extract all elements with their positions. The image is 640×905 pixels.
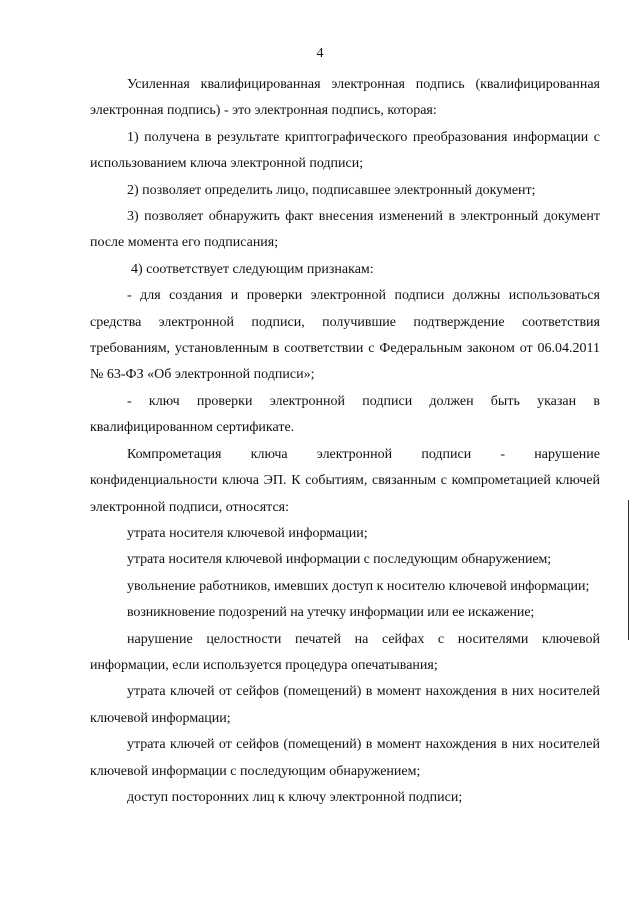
list-item-criterion-3: 3) позволяет обнаружить факт внесения изменений в электронный документ после момента его подписания; xyxy=(90,209,600,251)
list-item-criterion-4: 4) соответствует следующим признакам: xyxy=(131,261,374,277)
list-item-compromise-unauthorized-access: доступ посторонних лиц к ключу электронной подписи; xyxy=(127,789,463,805)
list-item-compromise-loss-of-media: утрата носителя ключевой информации; xyxy=(127,525,368,541)
list-item-criterion-2: 2) позволяет определить лицо, подписавшее электронный документ; xyxy=(127,182,536,198)
list-item-compromise-safe-keys-lost: утрата ключей от сейфов (помещений) в момент нахождения в них носителей ключевой информации; xyxy=(90,684,600,726)
document-body xyxy=(90,72,600,811)
list-item-compromise-suspected-leak: возникновение подозрений на утечку информации или ее искажение; xyxy=(127,605,535,621)
list-item-signature-tools-requirement: - для создания и проверки электронной подписи должны использоваться средства электронной подписи, получившие подтверждение соответствия требованиям, установленным в соответствии с Федеральным законом от 06.04.2011 № 63-ФЗ «Об электронной подписи»; xyxy=(90,288,600,383)
list-item-compromise-loss-then-found: утрата носителя ключевой информации с последующим обнаружением; xyxy=(127,552,552,568)
paragraph-key-compromise-definition: Компрометация ключа электронной подписи - нарушение конфиденциальности ключа ЭП. К событиям, связанным с компрометацией ключей электронной подписи, относятся: xyxy=(90,446,600,515)
list-item-compromise-safe-keys-lost-then-found: утрата ключей от сейфов (помещений) в момент нахождения в них носителей ключевой информации с последующим обнаружением; xyxy=(90,737,600,779)
paragraph-qualified-signature-definition: Усиленная квалифицированная электронная подпись (квалифицированная электронная подпись) - это электронная подпись, которая: xyxy=(90,77,600,119)
scan-edge-line xyxy=(628,500,629,640)
list-item-compromise-seal-breach: нарушение целостности печатей на сейфах с носителями ключевой информации, если используется процедура опечатывания; xyxy=(90,631,600,673)
page-number: 4 xyxy=(316,46,324,61)
list-item-verification-key-requirement: - ключ проверки электронной подписи должен быть указан в квалифицированном сертификате. xyxy=(90,393,600,436)
list-item-criterion-1: 1) получена в результате криптографического преобразования информации с использованием ключа электронной подписи; xyxy=(90,129,600,172)
list-item-compromise-dismissal: увольнение работников, имевших доступ к носителю ключевой информации; xyxy=(127,578,590,594)
